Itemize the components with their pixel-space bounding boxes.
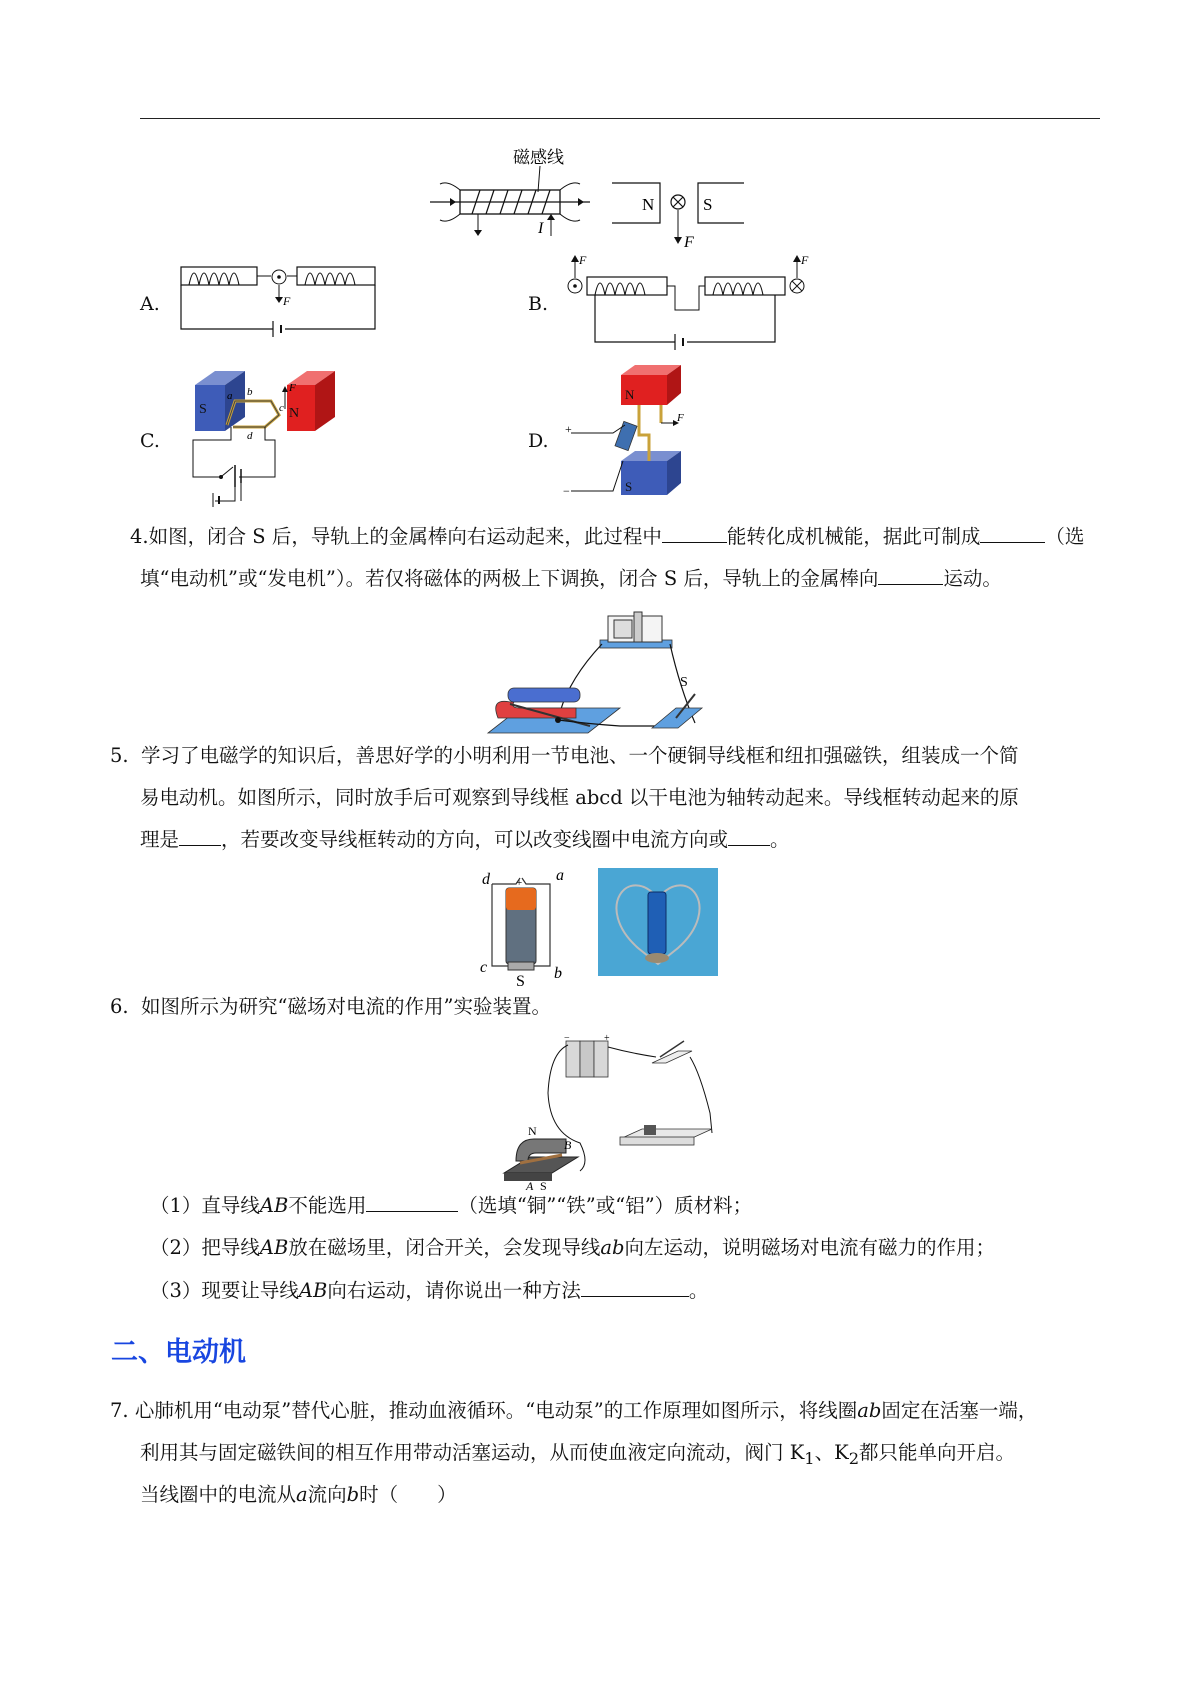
q6-sub1-text-c: （选填“铜”“铁”或“铝”）质材料；: [458, 1194, 753, 1217]
q6-sub2-ab-lower: ab: [600, 1236, 625, 1259]
current-label: I: [538, 220, 544, 237]
header-rule: [140, 118, 1100, 119]
q4-line-2: [140, 568, 1002, 590]
option-b-label: B.: [528, 293, 549, 315]
q7-var-b: b: [346, 1483, 360, 1506]
q4-text-a: 如图，闭合 S 后，导轨上的金属棒向右运动起来，此过程中: [148, 525, 662, 548]
q6-sub2-text-b: 放在磁场里，闭合开关，会发现导线: [288, 1236, 601, 1259]
option-c-figure: [175, 365, 345, 510]
option-a-force: F: [283, 294, 291, 308]
q6-sub3-text-c: 。: [688, 1279, 709, 1302]
q6-blank-1[interactable]: [366, 1195, 458, 1212]
q7-text-1a: 心肺机用“电动泵”替代心脏，推动血液循环。“电动泵”的工作原理如图所示，将线圈: [134, 1399, 858, 1422]
option-c-b: b: [247, 386, 253, 398]
q7-line-1: [110, 1400, 1037, 1422]
q7-text-ab: ab: [857, 1399, 882, 1422]
option-d-s: S: [625, 479, 633, 494]
option-b-force-right: F: [801, 253, 809, 267]
q7-text-3c: 时（ ）: [359, 1483, 457, 1506]
q5-fig-c: c: [480, 959, 488, 976]
q6-sub3-ab: AB: [298, 1279, 328, 1302]
q6-fig-plus: +: [604, 1033, 610, 1044]
option-c-s: S: [199, 402, 207, 417]
q4-blank-1[interactable]: [662, 526, 727, 543]
q6-fig-s: S: [540, 1179, 547, 1190]
q6-sub1-text-a: （1）直导线: [150, 1194, 260, 1217]
q6-stem: 如图所示为研究“磁场对电流的作用”实验装置。: [141, 995, 551, 1018]
option-a-figure: [175, 255, 390, 340]
q6-fig-a: A: [526, 1179, 534, 1190]
q5-diagram: [470, 866, 580, 986]
section-title: 二、电动机: [111, 1337, 246, 1368]
q6-fig-b: B: [564, 1138, 572, 1152]
q4-text-b: 能转化成机械能，据此可制成: [726, 525, 981, 548]
q4-text-e: 运动。: [943, 567, 1002, 590]
q6-sub-3: [150, 1280, 708, 1302]
force-label: F: [684, 234, 694, 251]
q7-var-a: a: [296, 1483, 308, 1506]
q5-number: 5.: [110, 744, 129, 767]
option-b-force-left: F: [579, 253, 587, 267]
q6-sub1-ab: AB: [259, 1194, 289, 1217]
option-c-c: c: [279, 402, 284, 414]
q7-sub-2: 2: [848, 1448, 860, 1468]
q4-text-d: 填“电动机”或“发电机”）。若仅将磁体的两极上下调换，闭合 S 后，导轨上的金属棒向: [140, 567, 879, 590]
q6-sub2-ab: AB: [259, 1236, 289, 1259]
q5-line-1: [110, 745, 1019, 767]
q6-figure: [490, 1033, 730, 1190]
q6-sub-2: [150, 1237, 995, 1259]
q5-fig-s: S: [516, 973, 525, 986]
q6-sub2-text-c: 向左运动，说明磁场对电流有磁力的作用；: [624, 1236, 995, 1259]
q4-line-1: [130, 526, 1084, 548]
q5-fig-plus: +: [516, 877, 523, 889]
q5-text-2: 易电动机。如图所示，同时放手后可观察到导线框 abcd 以干电池为轴转动起来。导线框转动起来的原: [140, 786, 1019, 809]
option-c-n: N: [289, 406, 300, 421]
q7-line-3: [140, 1484, 457, 1506]
option-c-a: a: [227, 390, 233, 402]
option-d-figure: [563, 365, 693, 505]
q5-fig-b: b: [554, 965, 562, 982]
option-d-minus: −: [563, 484, 570, 498]
q4-switch-label: S: [680, 675, 688, 690]
q6-sub-1: [150, 1195, 752, 1217]
q4-blank-2[interactable]: [980, 526, 1045, 543]
option-c-label: C.: [140, 430, 160, 452]
north-pole-label: N: [642, 195, 655, 214]
option-d-label: D.: [528, 430, 549, 452]
q6-line-1: [110, 996, 551, 1018]
q4-text-c: （选: [1045, 525, 1085, 548]
q5-text-1: 学习了电磁学的知识后，善思好学的小明利用一节电池、一个硬铜导线框和纽扣强磁铁，组装成一个简: [141, 744, 1019, 767]
q7-text-3b: 流向: [307, 1483, 347, 1506]
q5-text-3a: 理是: [140, 828, 180, 851]
option-d-plus: +: [565, 422, 572, 436]
magnetic-field-line-label: 磁感线: [513, 148, 564, 167]
q7-line-2: [140, 1442, 1015, 1470]
q5-line-2: [140, 787, 1019, 809]
q5-fig-d: d: [482, 871, 490, 888]
option-a-label: A.: [140, 293, 160, 315]
q6-sub3-text-a: （3）现要让导线: [150, 1279, 299, 1302]
q5-fig-a: a: [556, 867, 564, 884]
q4-blank-3[interactable]: [878, 568, 943, 585]
option-c-f: F: [289, 382, 296, 394]
south-pole-label: S: [703, 195, 713, 214]
q5-blank-1[interactable]: [179, 829, 221, 846]
q7-text-2b: 、K: [814, 1441, 849, 1464]
q5-blank-2[interactable]: [728, 829, 770, 846]
q6-fig-minus: −: [564, 1033, 570, 1044]
q5-photo: [598, 868, 718, 976]
option-c-d: d: [247, 430, 253, 442]
q6-sub1-text-b: 不能选用: [288, 1194, 367, 1217]
q5-text-3c: 。: [770, 828, 790, 851]
q5-text-3b: ，若要改变导线框转动的方向，可以改变线圈中电流方向或: [221, 828, 729, 851]
q3-main-figure: [430, 140, 770, 255]
q7-text-2a: 利用其与固定磁铁间的相互作用带动活塞运动，从而使血液定向流动，阀门 K: [140, 1441, 805, 1464]
q7-sub-1: 1: [804, 1448, 815, 1468]
q6-number: 6.: [110, 995, 129, 1018]
q6-blank-2[interactable]: [581, 1280, 689, 1297]
q4-figure: [480, 608, 740, 743]
q6-fig-n: N: [528, 1124, 537, 1138]
option-b-figure: [565, 250, 815, 350]
q5-line-3: [140, 829, 790, 851]
q6-sub3-text-b: 向右运动，请你说出一种方法: [327, 1279, 581, 1302]
q6-sub2-text-a: （2）把导线: [150, 1236, 260, 1259]
q7-text-3a: 当线圈中的电流从: [140, 1483, 297, 1506]
q7-text-1b: 固定在活塞一端，: [881, 1399, 1038, 1422]
option-d-n: N: [625, 387, 635, 402]
q7-text-2c: 都只能单向开启。: [859, 1441, 1016, 1464]
q7-number: 7.: [110, 1399, 129, 1422]
option-d-f: F: [677, 412, 684, 424]
q4-number: 4.: [130, 525, 149, 548]
